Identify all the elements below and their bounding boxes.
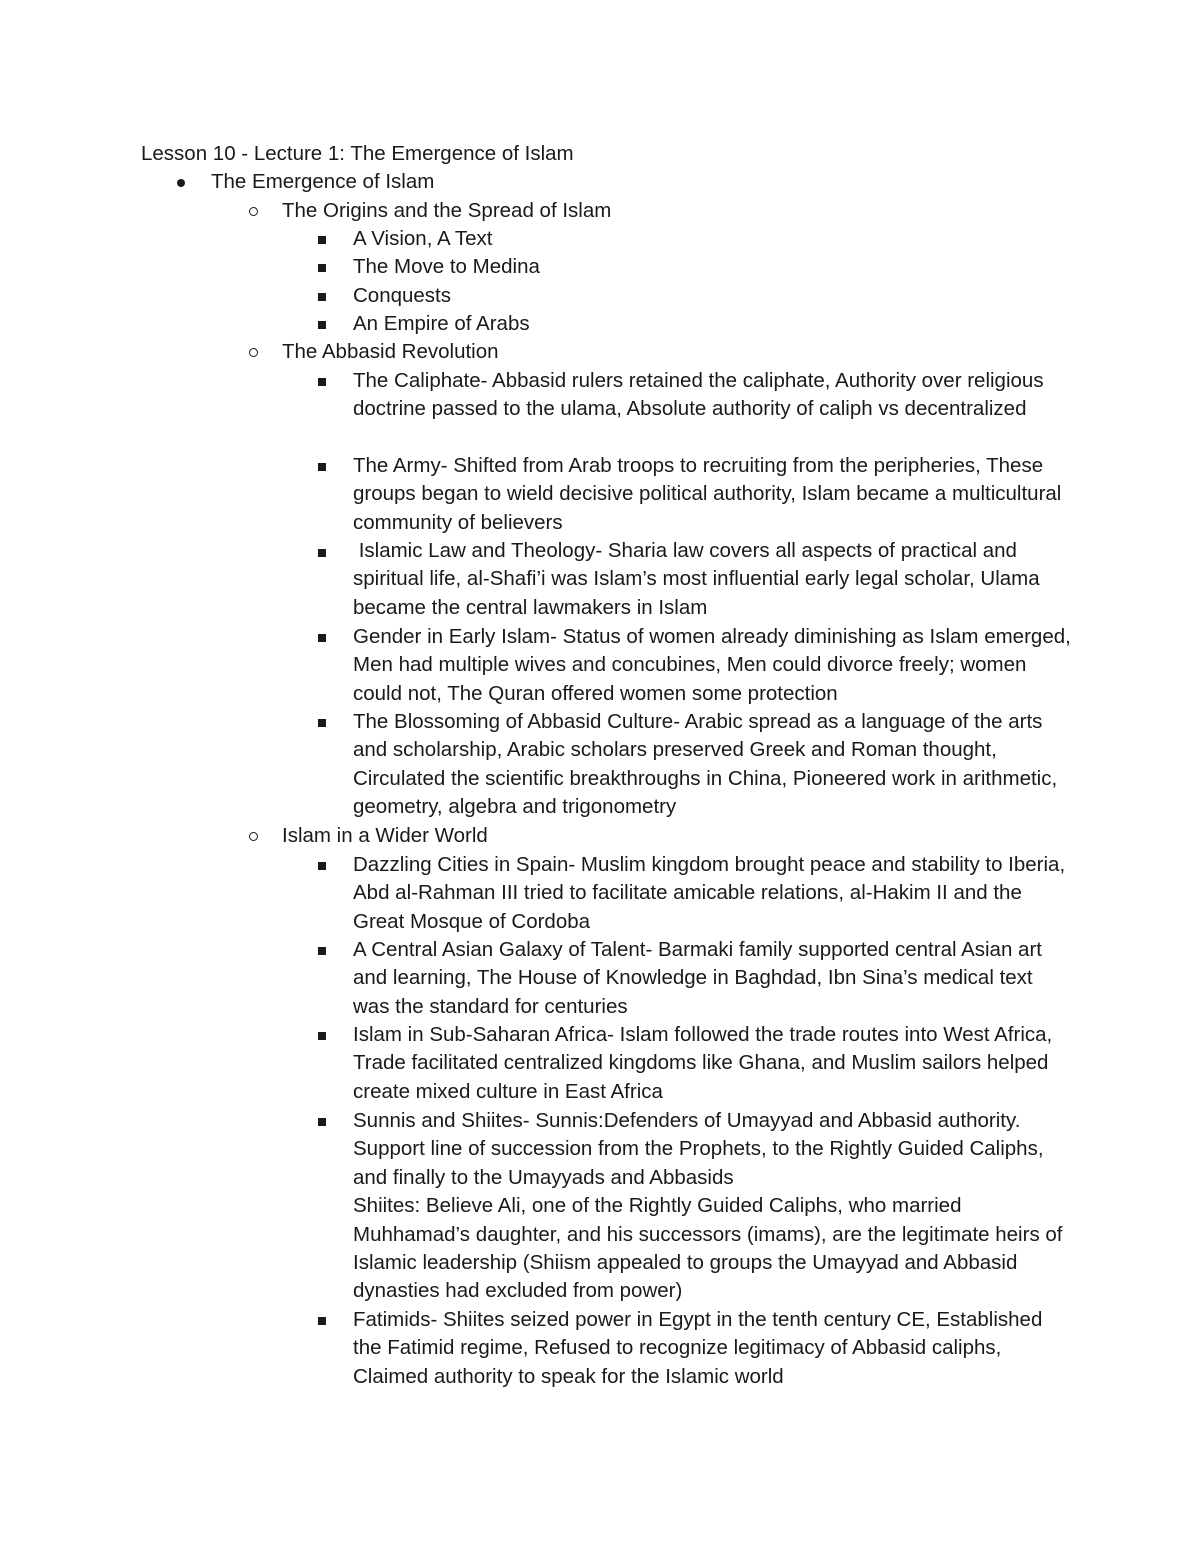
list-item: Conquests [353,284,452,307]
square-bullet [318,236,326,244]
list-item-sunnis-shiites [353,1107,1073,1306]
square-bullet [318,862,326,870]
square-bullet [318,549,326,557]
outline-level1-item: The Emergence of Islam [211,170,435,193]
section-heading-wider-world: Islam in a Wider World [282,824,488,847]
square-bullet [318,634,326,642]
square-bullet [318,264,326,272]
square-bullet [318,1118,326,1126]
section-heading-origins: The Origins and the Spread of Islam [282,199,612,222]
list-item-continuation: Shiites: Believe Ali, one of the Rightly Guided Caliphs, who married Muhhamad’s daughter, and his successors (imams), are the legitimate heirs of Islamic leadership (Shiism appealed to groups the Umayyad and Abbasid dynasties had excluded from power) [353,1194,1063,1303]
list-item: The Blossoming of Abbasid Culture- Arabic spread as a language of the arts and scholarship, Arabic scholars preserved Greek and Roman thought, Circulated the scientific breakthroughs in China, Pioneered work in arithmetic, geometry, algebra and trigonometry [353,710,1058,819]
list-item: The Move to Medina [353,255,540,278]
list-item: The Army- Shifted from Arab troops to recruiting from the peripheries, These groups began to wield decisive political authority, Islam became a multicultural community of believers [353,454,1062,534]
filled-circle-bullet [177,179,185,187]
list-item-text: Sunnis and Shiites- Sunnis:Defenders of Umayyad and Abbasid authority. Support line of succession from the Prophets, to the Rightly Guided Caliphs, and finally to the Umayyads and Abbasids [353,1109,1044,1189]
hollow-circle-bullet [249,348,258,357]
square-bullet [318,1317,326,1325]
square-bullet [318,719,326,727]
list-item: Fatimids- Shiites seized power in Egypt in the tenth century CE, Established the Fatimid regime, Refused to recognize legitimacy of Abbasid caliphs, Claimed authority to speak for the Islamic world [353,1308,1043,1388]
square-bullet [318,463,326,471]
hollow-circle-bullet [249,832,258,841]
square-bullet [318,378,326,386]
section-heading-abbasid: The Abbasid Revolution [282,340,499,363]
list-item: Islamic Law and Theology- Sharia law covers all aspects of practical and spiritual life, al-Shafi’i was Islam’s most influential early legal scholar, Ulama became the central lawmakers in Islam [353,539,1046,619]
list-item: A Vision, A Text [353,227,493,250]
square-bullet [318,293,326,301]
list-item: An Empire of Arabs [353,312,530,335]
hollow-circle-bullet [249,207,258,216]
list-item: Gender in Early Islam- Status of women already diminishing as Islam emerged, Men had multiple wives and concubines, Men could divorce freely; women could not, The Quran offered women some protection [353,625,1071,705]
square-bullet [318,321,326,329]
document-title: Lesson 10 - Lecture 1: The Emergence of Islam [141,142,574,165]
square-bullet [318,947,326,955]
list-item: A Central Asian Galaxy of Talent- Barmaki family supported central Asian art and learning, The House of Knowledge in Baghdad, Ibn Sina’s medical text was the standard for centuries [353,938,1042,1018]
list-item: The Caliphate- Abbasid rulers retained the caliphate, Authority over religious doctrine passed to the ulama, Absolute authority of caliph vs decentralized [353,369,1044,421]
square-bullet [318,1032,326,1040]
list-item: Islam in Sub-Saharan Africa- Islam followed the trade routes into West Africa, Trade facilitated centralized kingdoms like Ghana, and Muslim sailors helped create mixed culture in East Africa [353,1023,1053,1103]
list-item: Dazzling Cities in Spain- Muslim kingdom brought peace and stability to Iberia, Abd al-Rahman III tried to facilitate amicable relations, al-Hakim II and the Great Mosque of Cordoba [353,853,1066,933]
